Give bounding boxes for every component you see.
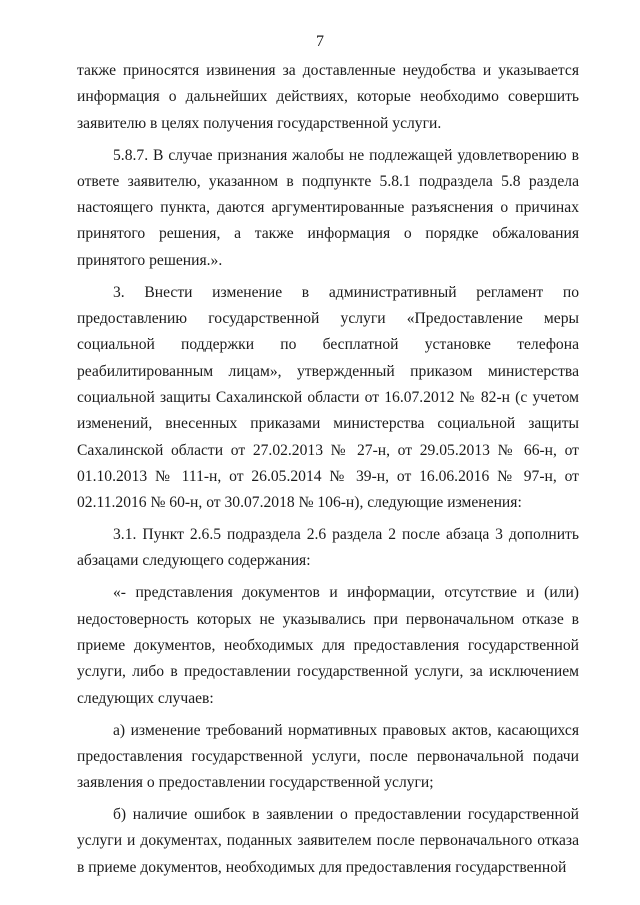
paragraph-subitem-b: б) наличие ошибок в заявлении о предоставлении государственной услуги и документах, поданных заявителем после первоначального отказа в приеме документов, необходимых для предоставления государственной: [77, 806, 579, 876]
paragraph-5-8-7: 5.8.7. В случае признания жалобы не подлежащей удовлетворению в ответе заявителю, указанном в подпункте 5.8.1 подраздела 5.8 раздела настоящего пункта, даются аргументированные разъяснения о причинах принятого решения, а также информация о порядке обжалования принятого решения.».: [77, 146, 579, 269]
paragraph-subitem-a: а) изменение требований нормативных правовых актов, касающихся предоставления государственной услуги, после первоначальной подачи заявления о предоставлении государственной услуги;: [77, 721, 579, 792]
paragraph-quote-start: «- представления документов и информации, отсутствие и (или) недостоверность которых не указывались при первоначальном отказе в приеме документов, необходимых для предоставления государственной услуги, либо в предоставлении государственной услуги, за исключением следующих случаев:: [77, 584, 579, 707]
page-number: 7: [316, 33, 324, 50]
document-body: [77, 58, 579, 881]
paragraph-continuation: также приносятся извинения за доставленные неудобства и указывается информация о дальнейших действиях, которые необходимо совершить заявителю в целях получения государственной услуги.: [77, 62, 579, 132]
paragraph-item-3-1: 3.1. Пункт 2.6.5 подраздела 2.6 раздела 2 после абзаца 3 дополнить абзацами следующего содержания:: [77, 526, 579, 570]
paragraph-item-3: 3. Внести изменение в административный регламент по предоставлению государственной услуги «Предоставление меры социальной поддержки по бесплатной установке телефона реабилитированным лицам», утвержденный приказом министерства социальной защиты Сахалинской области от 16.07.2012 № 82-н (с учетом изменений, внесенных приказами министерства социальной защиты Сахалинской области от 27.02.2013 № 27-н, от 29.05.2013 № 66-н, от 01.10.2013 № 111-н, от 26.05.2014 № 39-н, от 16.06.2016 № 97-н, от 02.11.2016 № 60-н, от 30.07.2018 № 106-н), следующие изменения:: [77, 283, 579, 512]
